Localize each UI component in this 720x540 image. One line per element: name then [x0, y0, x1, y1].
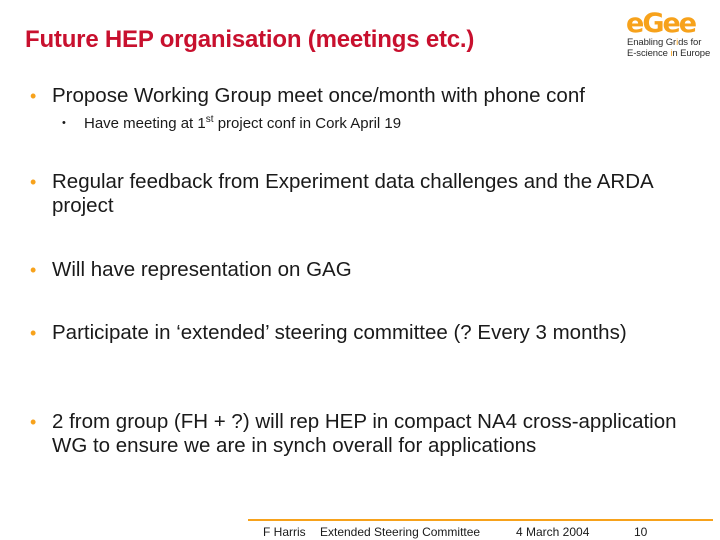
- footer-page-number: 10: [634, 525, 648, 539]
- bullet-item: [30, 321, 700, 345]
- slide-title: Future HEP organisation (meetings etc.): [25, 26, 475, 53]
- footer-author: F Harris: [263, 525, 306, 539]
- bullet-text: Participate in ‘extended’ steering committee (? Every 3 months): [52, 321, 627, 344]
- bullet-text: Propose Working Group meet once/month with phone conf: [52, 84, 585, 107]
- bullet-text: Regular feedback from Experiment data challenges and the ARDA project: [52, 170, 653, 217]
- bullet-item: [30, 84, 700, 108]
- bullet-dot: •: [30, 172, 37, 192]
- logo-tagline-line1: Enabling Grids for: [627, 37, 702, 48]
- bullet-dot: •: [30, 86, 37, 106]
- sub-bullet-item: [62, 114, 401, 133]
- bullet-item: [30, 258, 700, 282]
- logo-tagline-line2: E-science in Europe: [627, 48, 711, 59]
- bullet-dot: •: [30, 412, 37, 432]
- bullet-text: 2 from group (FH + ?) will rep HEP in compact NA4 cross-application WG to ensure we are in synch overall for applications: [52, 410, 677, 457]
- sub-bullet-dot: •: [62, 117, 66, 129]
- egee-logo: [610, 10, 715, 66]
- logo-wordmark: eGee: [626, 8, 696, 39]
- bullet-dot: •: [30, 260, 37, 280]
- footer-date: 4 March 2004: [516, 525, 590, 539]
- bullet-item: [30, 410, 700, 458]
- sub-bullet-superscript: st: [205, 114, 214, 125]
- bullet-dot: •: [30, 323, 37, 343]
- footer-divider: [248, 519, 713, 521]
- footer-event: Extended Steering Committee: [320, 525, 481, 539]
- sub-bullet-text-suffix: project conf in Cork April 19: [213, 115, 402, 132]
- sub-bullet-text-prefix: Have meeting at 1: [84, 115, 206, 132]
- bullet-text: Will have representation on GAG: [52, 258, 352, 281]
- bullet-item: [30, 170, 700, 218]
